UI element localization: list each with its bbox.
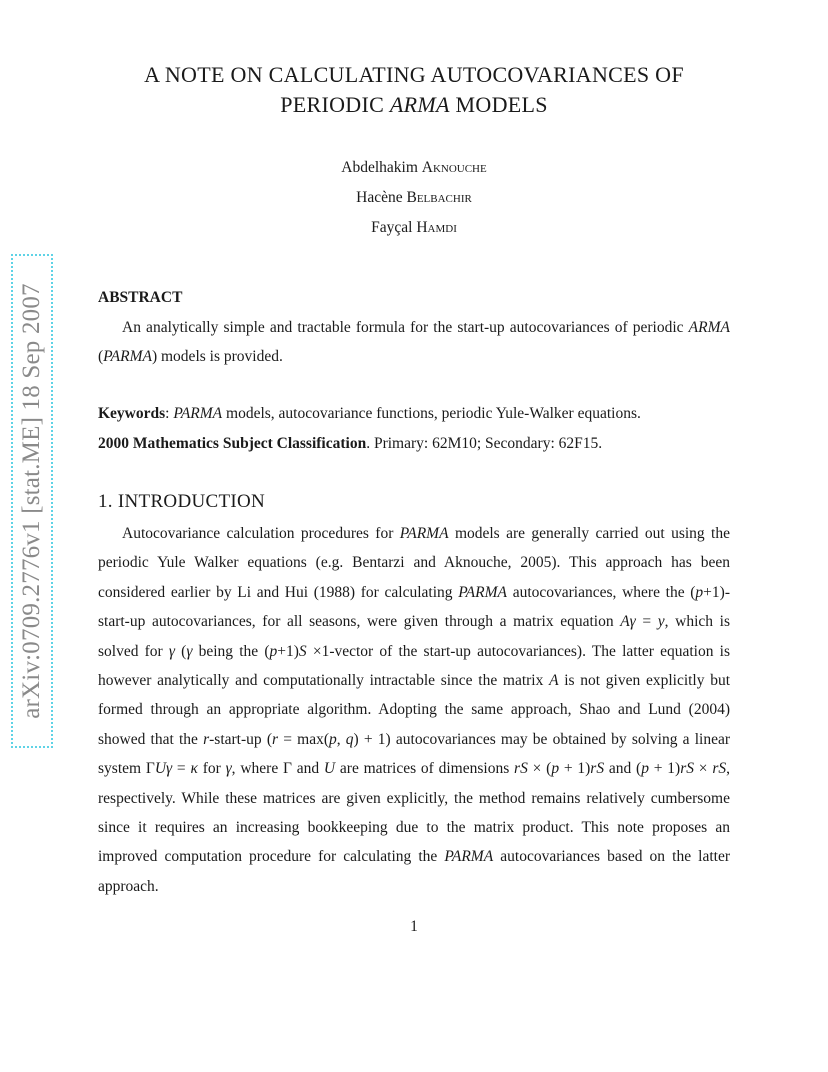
author-1-first: Abdelhakim <box>341 159 422 176</box>
paper-title <box>98 60 730 120</box>
page-number: 1 <box>410 918 418 935</box>
msc-text: . Primary: 62M10; Secondary: 62F15. <box>366 435 603 452</box>
arxiv-stamp <box>11 254 53 748</box>
abstract-text: An analytically simple and tractable formula for the start-up autocovariances of periodic ARMA (PARMA) models is provided. <box>98 319 730 366</box>
msc-line <box>98 435 738 453</box>
author-3-first: Fayçal <box>371 219 417 236</box>
author-3-last: Hamdi <box>416 219 457 236</box>
author-list <box>98 153 730 243</box>
author-2-first: Hacène <box>356 189 407 206</box>
keywords-label: Keywords <box>98 405 166 422</box>
arxiv-identifier: arXiv:0709.2776v1 [stat.ME] 18 Sep 2007 <box>18 283 45 719</box>
title-line-2-italic: ARMA <box>389 92 450 117</box>
abstract-heading: ABSTRACT <box>98 289 183 306</box>
author-2-last: Belbachir <box>406 189 472 206</box>
introduction-text: Autocovariance calculation procedures for PARMA models are generally carried out using the periodic Yule Walker equations (e.g. Bentarzi and Aknouche, 2005). This approach has been considered earlier by Li and Hui (1988) for calculating PARMA autocovariances, where the (p+1)-start-up autocovariances, for all seasons, were given through a matrix equation Aγ = y, which is solved for γ (γ being the (p+1)S ×1-vector of the start-up autocovariances). The latter equation is however analytically and computationally intractable since the matrix A is not given explicitly but formed through an appropriate algorithm. Adopting the same approach, Shao and Lund (2004) showed that the r-start-up (r = max(p, q) + 1) autocovariances may be obtained by solving a linear system ΓUγ = κ for γ, where Γ and U are matrices of dimensions rS × (p + 1)rS and (p + 1)rS × rS, respectively. While these matrices are given explicitly, the method remains relatively cumbersome since it requires an increasing bookkeeping due to the matrix product. This note proposes an improved computation procedure for calculating the PARMA autocovariances based on the latter approach. <box>98 525 731 895</box>
title-line-2 <box>98 90 730 120</box>
author-1 <box>98 153 730 183</box>
author-3 <box>98 213 730 243</box>
author-1-last: Aknouche <box>421 159 487 176</box>
keywords-line <box>98 405 738 423</box>
author-2 <box>98 183 730 213</box>
title-line-2-post: MODELS <box>449 92 548 117</box>
title-line-1: A NOTE ON CALCULATING AUTOCOVARIANCES OF <box>144 62 684 87</box>
title-line-2-pre: PERIODIC <box>280 92 390 117</box>
msc-label: 2000 Mathematics Subject Classification <box>98 435 367 452</box>
keywords-text: : PARMA models, autocovariance functions, periodic Yule-Walker equations. <box>165 405 641 422</box>
introduction-heading: 1. INTRODUCTION <box>98 491 266 512</box>
